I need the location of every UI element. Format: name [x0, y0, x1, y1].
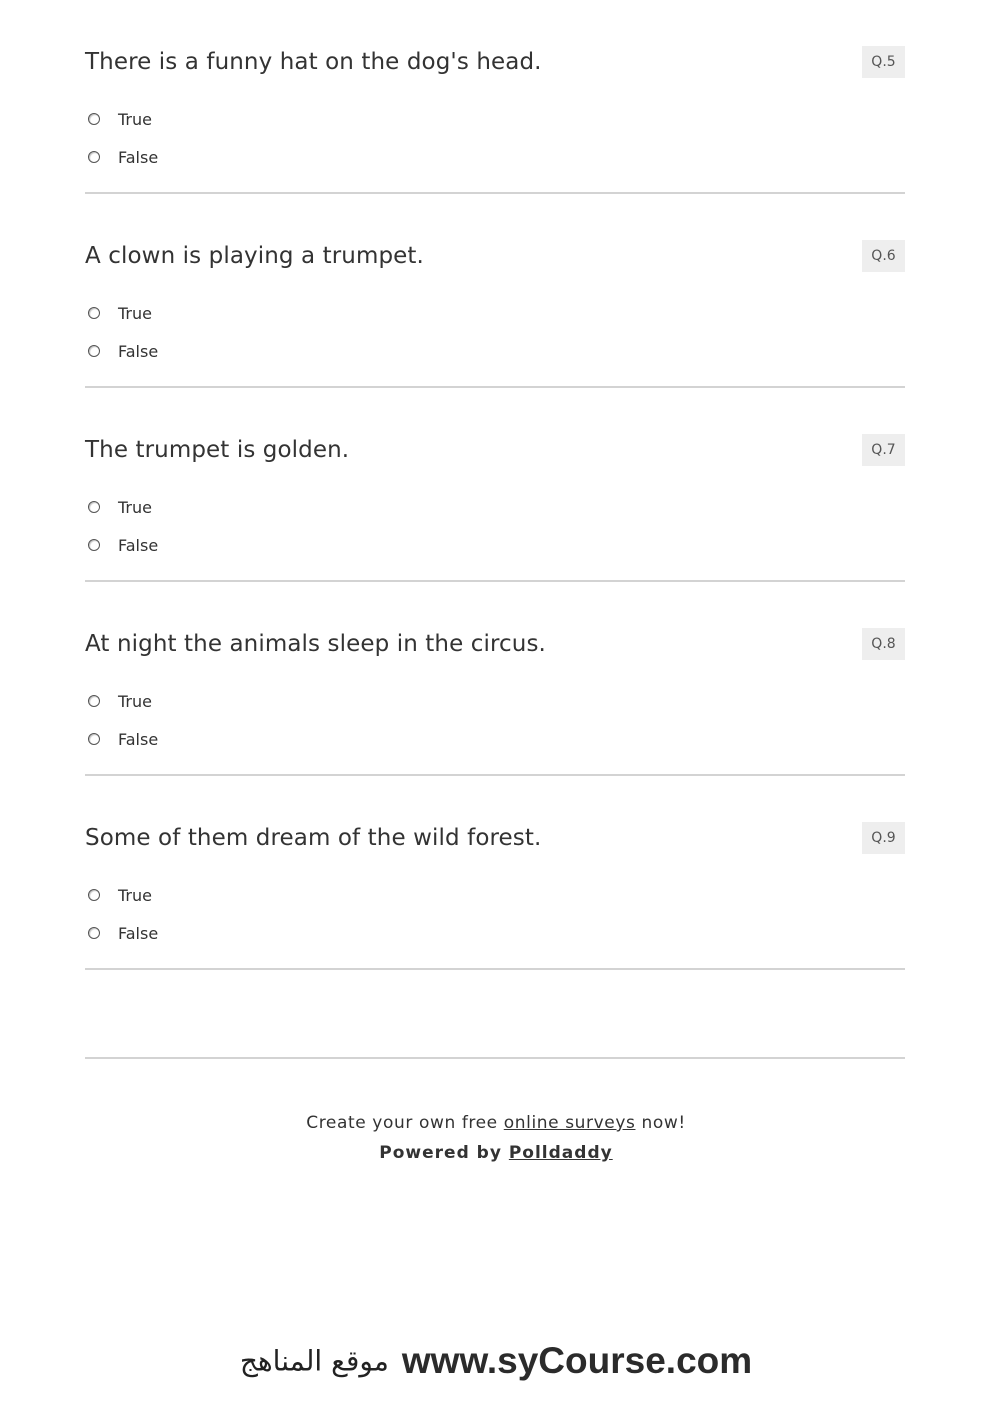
- answer-label: False: [118, 729, 159, 749]
- question-number-badge: Q.9: [862, 822, 905, 854]
- answer-label: False: [118, 147, 159, 167]
- answer-label: False: [118, 535, 159, 555]
- radio-button[interactable]: [88, 539, 100, 551]
- radio-button[interactable]: [88, 151, 100, 163]
- question-block: [85, 194, 905, 388]
- answer-label: True: [118, 109, 152, 129]
- radio-button[interactable]: [88, 889, 100, 901]
- question-number-badge: Q.7: [862, 434, 905, 466]
- watermark-url-text: www.syCourse.com: [401, 1340, 753, 1381]
- answer-label: False: [118, 341, 159, 361]
- answer-label: False: [118, 923, 159, 943]
- answer-option-true[interactable]: [88, 496, 152, 518]
- watermark-arabic-text: موقع المناهج: [239, 1344, 389, 1378]
- create-prefix-text: Create your own free: [306, 1113, 504, 1133]
- radio-button[interactable]: [88, 345, 100, 357]
- question-block: [85, 776, 905, 970]
- question-number-badge: Q.6: [862, 240, 905, 272]
- answer-option-true[interactable]: [88, 690, 152, 712]
- question-text: At night the animals sleep in the circus.: [85, 631, 546, 657]
- question-block: [85, 582, 905, 776]
- answer-option-false[interactable]: [88, 922, 158, 944]
- survey-footer: [0, 1113, 992, 1167]
- polldaddy-link[interactable]: Polldaddy: [508, 1143, 613, 1163]
- powered-prefix-text: Powered by: [379, 1143, 509, 1163]
- answer-option-false[interactable]: [88, 146, 158, 168]
- survey-questions: [85, 0, 905, 970]
- radio-button[interactable]: [88, 695, 100, 707]
- question-block: [85, 0, 905, 194]
- online-surveys-link[interactable]: online surveys: [503, 1113, 636, 1133]
- radio-button[interactable]: [88, 307, 100, 319]
- question-number-badge: Q.5: [862, 46, 905, 78]
- question-number-badge: Q.8: [862, 628, 905, 660]
- create-survey-line: [0, 1113, 992, 1139]
- question-text: The trumpet is golden.: [85, 437, 350, 463]
- answer-option-true[interactable]: [88, 108, 152, 130]
- question-block: [85, 388, 905, 582]
- site-watermark: [0, 1340, 992, 1382]
- question-text: A clown is playing a trumpet.: [85, 243, 424, 269]
- radio-button[interactable]: [88, 501, 100, 513]
- answer-option-true[interactable]: [88, 884, 152, 906]
- radio-button[interactable]: [88, 113, 100, 125]
- answer-option-false[interactable]: [88, 728, 158, 750]
- powered-by-line: [0, 1139, 992, 1167]
- answer-label: True: [118, 497, 152, 517]
- answer-option-false[interactable]: [88, 534, 158, 556]
- radio-button[interactable]: [88, 927, 100, 939]
- answer-option-false[interactable]: [88, 340, 158, 362]
- answer-option-true[interactable]: [88, 302, 152, 324]
- answer-label: True: [118, 691, 152, 711]
- question-text: Some of them dream of the wild forest.: [85, 825, 542, 851]
- section-divider: [85, 1057, 905, 1059]
- question-text: There is a funny hat on the dog's head.: [85, 49, 542, 75]
- answer-label: True: [118, 885, 152, 905]
- create-suffix-text: now!: [635, 1113, 686, 1133]
- answer-label: True: [118, 303, 152, 323]
- radio-button[interactable]: [88, 733, 100, 745]
